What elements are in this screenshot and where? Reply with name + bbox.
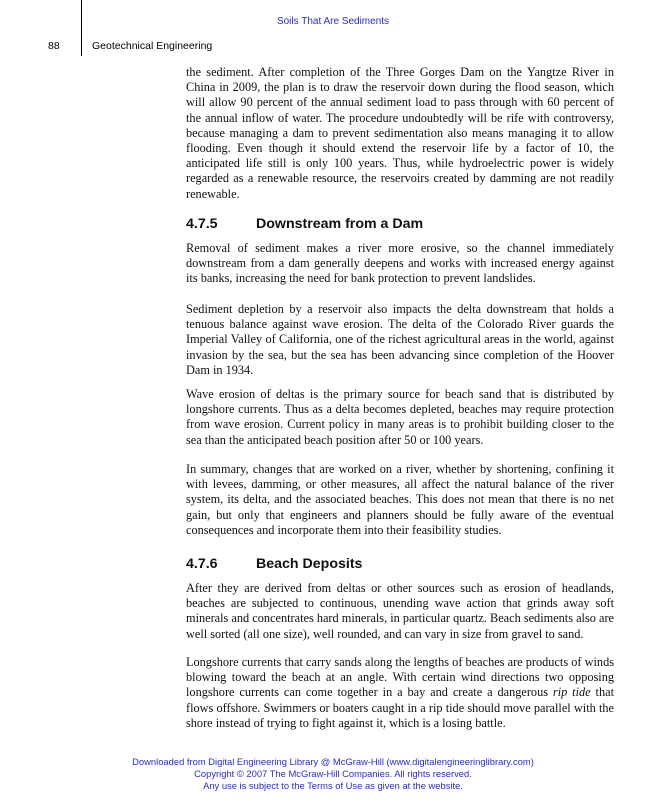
section-number: 4.7.5	[186, 216, 218, 232]
paragraph-text: After they are derived from deltas or other sources such as erosion of headlands, beaches are subjected to continuous, unending wave action that grinds away soft minerals and concentrates hard minerals, in particular quartz. Beach sediments also are well sorted (all one size), well rounded, and can vary in size from gravel to sand.	[186, 581, 614, 641]
paragraph-text-start: Longshore currents that carry sands along the lengths of beaches are products of winds blowing toward the beach at an angle. With certain wind directions two opposing longshore currents can come together in a bay and create a dangerous	[186, 655, 614, 700]
paragraph-summary: In summary, changes that are worked on a river, whether by shortening, confining it with levees, damming, or other measures, all affect the natural balance of the river system, its delta, and the associated beaches. This does not mean that there is no net gain, but only that engineers and planners should be fully aware of the eventual consequences and incorporate them into their feasibility studies.	[186, 462, 614, 537]
rip-tide-term: rip tide	[552, 685, 591, 700]
section-heading-4-7-5	[186, 216, 614, 232]
book-title: Geotechnical Engineering	[92, 40, 213, 52]
section-number: 4.7.6	[186, 556, 218, 572]
paragraph-beach-sediments	[186, 581, 614, 642]
header-rule	[81, 0, 82, 56]
paragraph-river-erosion: Removal of sediment makes a river more erosive, so the channel immediately downstream from a dam generally deepens and works with increased energy against its banks, increasing the need for bank protection to prevent landslides.	[186, 241, 614, 286]
footer-terms-of-use[interactable]: Any use is subject to the Terms of Use as given at the website.	[203, 780, 463, 791]
page-number: 88	[48, 40, 60, 52]
paragraph-delta-depletion: Sediment depletion by a reservoir also impacts the delta downstream that holds a tenuous balance against wave erosion. The delta of the Colorado River guards the Imperial Valley of California, one of the richest agricultural areas in the world, against invasion by the sea, but the sea has been advancing since completion of the Hoover Dam in 1934.	[186, 302, 614, 377]
footer-copyright: Copyright © 2007 The McGraw-Hill Companies. All rights reserved.	[194, 768, 472, 779]
footer-download-link[interactable]: Downloaded from Digital Engineering Library @ McGraw-Hill (www.digitalengineeringlibrary.com)	[132, 756, 534, 767]
running-title: Soils That Are Sediments	[276, 16, 390, 27]
section-heading-4-7-6	[186, 556, 614, 572]
paragraph-three-gorges: the sediment. After completion of the Three Gorges Dam on the Yangtze River in China in 2009, the plan is to draw the reservoir down during the flood season, which will allow 90 percent of the annual sediment load to pass through with 60 percent of the annual inflow of water. The procedure undoubtedly will be rife with controversy, because managing a dam to prevent sedimentation also means managing it to allow flooding. Even though it should extend the reservoir life by a factor of 10, the anticipated life still is only 100 years. Thus, while hydroelectric power is widely regarded as a renewable resource, the reservoirs created by damming are not readily renewable.	[186, 65, 614, 201]
paragraph-wave-erosion: Wave erosion of deltas is the primary source for beach sand that is distributed by longshore currents. Thus as a delta becomes depleted, beaches may require protection from wave erosion. Current policy in many areas is to prohibit building closer to the sea than the anticipated beach position after 50 or 100 years.	[186, 387, 614, 447]
paragraph-longshore-currents	[186, 655, 614, 731]
section-title: Downstream from a Dam	[256, 216, 424, 232]
paragraph-text-end: that flows offshore. Swimmers or boaters caught in a rip tide should move parallel with the shore instead of trying to fight against it, which is a losing battle.	[186, 685, 614, 730]
section-title: Beach Deposits	[256, 556, 363, 572]
